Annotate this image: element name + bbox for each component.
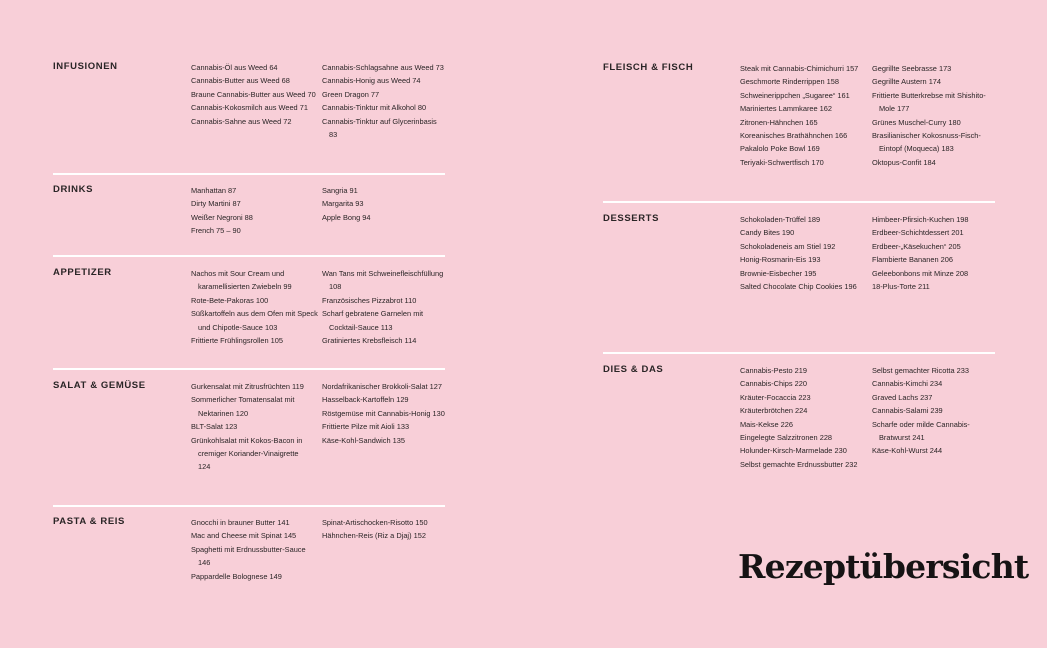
recipe-entry: Holunder-Kirsch-Marmelade 230 bbox=[740, 446, 847, 456]
recipe-entry: Mais-Kekse 226 bbox=[740, 419, 793, 429]
recipe-entry: Koreanisches Brathähnchen 166 bbox=[740, 131, 848, 141]
recipe-entry: Sommerlicher Tomatensalat mit Nektarinen 120 bbox=[191, 395, 295, 418]
recipe-entry: Cannabis-Honig aus Weed 74 bbox=[322, 76, 421, 86]
recipe-entry: Käse-Kohl-Wurst 244 bbox=[872, 446, 943, 456]
recipe-entry: Pakalolo Poke Bowl 169 bbox=[740, 144, 820, 154]
recipe-entry: Cannabis-Tinktur mit Alkohol 80 bbox=[322, 103, 427, 113]
recipe-entry: BLT-Salat 123 bbox=[191, 422, 238, 432]
recipe-column-2 bbox=[322, 380, 446, 447]
recipe-entry: Wan Tans mit Schweinefleischfüllung 108 bbox=[322, 269, 444, 292]
recipe-entry: Röstgemüse mit Cannabis-Honig 130 bbox=[322, 408, 445, 418]
recipe-column-1 bbox=[191, 61, 319, 128]
recipe-entry: Gurkensalat mit Zitrusfrüchten 119 bbox=[191, 382, 304, 391]
recipe-entry: Cannabis-Pesto 219 bbox=[740, 366, 807, 375]
section-divider bbox=[603, 352, 995, 354]
recipe-entry: Frittierte Frühlingsrollen 105 bbox=[191, 336, 284, 346]
recipe-entry: Scharfe oder milde Cannabis-Bratwurst 241 bbox=[872, 419, 970, 443]
recipe-column-2 bbox=[872, 364, 996, 458]
recipe-entry: Spaghetti mit Erdnussbutter-Sauce 146 bbox=[191, 544, 306, 568]
recipe-entry: Green Dragon 77 bbox=[322, 89, 380, 99]
recipe-column-1 bbox=[191, 267, 319, 347]
recipe-entry: Cannabis-Schlagsahne aus Weed 73 bbox=[322, 63, 444, 72]
section-divider bbox=[53, 368, 445, 370]
recipe-entry: Dirty Martini 87 bbox=[191, 199, 241, 209]
recipe-entry: Weißer Negroni 88 bbox=[191, 212, 253, 222]
section-title: DRINKS bbox=[53, 184, 94, 195]
recipe-entry: Cannabis-Kokosmilch aus Weed 71 bbox=[191, 103, 308, 113]
recipe-column-1 bbox=[740, 62, 868, 169]
recipe-entry: Apple Bong 94 bbox=[322, 212, 371, 222]
recipe-entry: Gnocchi in brauner Butter 141 bbox=[191, 518, 290, 527]
recipe-entry: Honig-Rosmarin-Eis 193 bbox=[740, 255, 821, 265]
section-divider bbox=[53, 505, 445, 507]
recipe-entry: Selbst gemachte Erdnussbutter 232 bbox=[740, 459, 858, 469]
recipe-entry: Cannabis-Kimchi 234 bbox=[872, 379, 943, 389]
recipe-entry: Selbst gemachter Ricotta 233 bbox=[872, 366, 969, 375]
recipe-entry: Manhattan 87 bbox=[191, 186, 237, 195]
recipe-column-1 bbox=[740, 364, 868, 471]
recipe-entry: Rote-Bete-Pakoras 100 bbox=[191, 295, 269, 305]
recipe-column-2 bbox=[872, 213, 996, 293]
recipe-entry: Cannabis-Sahne aus Weed 72 bbox=[191, 116, 292, 126]
recipe-entry: Brasilianischer Kokosnuss-Fisch-Eintopf (Moqueca) 183 bbox=[872, 131, 981, 154]
recipe-entry: Nachos mit Sour Cream und karamellisierten Zwiebeln 99 bbox=[191, 269, 292, 292]
recipe-entry: Gratiniertes Krebsfleisch 114 bbox=[322, 336, 417, 346]
recipe-entry: 18-Plus-Torte 211 bbox=[872, 282, 930, 292]
recipe-entry: Französisches Pizzabrot 110 bbox=[322, 295, 417, 305]
recipe-entry: Himbeer-Pfirsich-Kuchen 198 bbox=[872, 215, 969, 224]
recipe-entry: Schokoladen-Trüffel 189 bbox=[740, 215, 821, 224]
recipe-entry: Mariniertes Lammkaree 162 bbox=[740, 104, 833, 114]
section-title: PASTA & REIS bbox=[53, 516, 125, 527]
recipe-entry: Hähnchen-Reis (Riz a Djaj) 152 bbox=[322, 531, 426, 541]
recipe-entry: Cannabis-Tinktur auf Glycerinbasis 83 bbox=[322, 116, 437, 140]
recipe-entry: Eingelegte Salzzitronen 228 bbox=[740, 433, 833, 443]
recipe-entry: Spinat-Artischocken-Risotto 150 bbox=[322, 518, 428, 527]
recipe-entry: Salted Chocolate Chip Cookies 196 bbox=[740, 282, 857, 292]
recipe-column-1 bbox=[191, 380, 311, 474]
recipe-entry: Pappardelle Bolognese 149 bbox=[191, 571, 282, 581]
recipe-entry: Graved Lachs 237 bbox=[872, 392, 933, 402]
recipe-column-2 bbox=[322, 184, 446, 224]
recipe-entry: Schokoladeneis am Stiel 192 bbox=[740, 241, 836, 251]
recipe-column-2 bbox=[322, 516, 446, 543]
section-title: DESSERTS bbox=[603, 213, 660, 224]
recipe-entry: Sangria 91 bbox=[322, 186, 358, 195]
recipe-column-2 bbox=[322, 61, 446, 141]
recipe-entry: Erdbeer-„Käsekuchen“ 205 bbox=[872, 241, 961, 251]
recipe-entry: Grünkohlsalat mit Kokos-Bacon in cremiger Koriander-Vinaigrette 124 bbox=[191, 435, 303, 472]
section-divider bbox=[53, 255, 445, 257]
recipe-entry: Kräuterbrötchen 224 bbox=[740, 406, 808, 416]
recipe-entry: Cannabis-Öl aus Weed 64 bbox=[191, 63, 278, 72]
recipe-entry: Geleebonbons mit Minze 208 bbox=[872, 268, 969, 278]
recipe-entry: Gegrillte Austern 174 bbox=[872, 77, 942, 87]
recipe-entry: Geschmorte Rinderrippen 158 bbox=[740, 77, 840, 87]
recipe-column-2 bbox=[872, 62, 996, 169]
recipe-entry: Margarita 93 bbox=[322, 199, 364, 209]
section-divider bbox=[603, 201, 995, 203]
recipe-entry: Scharf gebratene Garnelen mit Cocktail-Sauce 113 bbox=[322, 309, 424, 332]
recipe-entry: Brownie-Eisbecher 195 bbox=[740, 268, 817, 278]
section-divider bbox=[53, 173, 445, 175]
recipe-entry: Teriyaki-Schwertfisch 170 bbox=[740, 157, 824, 167]
recipe-column-2 bbox=[322, 267, 446, 347]
recipe-entry: Candy Bites 190 bbox=[740, 228, 795, 238]
recipe-entry: Frittierte Butterkrebse mit Shishito-Mole 177 bbox=[872, 90, 986, 114]
recipe-entry: Hasselback-Kartoffeln 129 bbox=[322, 395, 409, 405]
recipe-entry: Cannabis-Salami 239 bbox=[872, 406, 943, 416]
page-title: Rezeptübersicht bbox=[738, 547, 1029, 586]
recipe-entry: Grünes Muschel-Curry 180 bbox=[872, 117, 961, 127]
recipe-entry: Cannabis-Chips 220 bbox=[740, 379, 807, 389]
recipe-entry: Flambierte Bananen 206 bbox=[872, 255, 953, 265]
recipe-column-1 bbox=[191, 184, 319, 238]
recipe-entry: Kräuter-Focaccia 223 bbox=[740, 392, 811, 402]
recipe-entry: Schweinerippchen „Sugaree“ 161 bbox=[740, 90, 850, 100]
recipe-entry: Käse-Kohl-Sandwich 135 bbox=[322, 435, 405, 445]
recipe-entry: Mac and Cheese mit Spinat 145 bbox=[191, 531, 297, 541]
recipe-entry: French 75 – 90 bbox=[191, 226, 241, 236]
recipe-column-1 bbox=[740, 213, 868, 293]
recipe-entry: Braune Cannabis-Butter aus Weed 70 bbox=[191, 89, 316, 99]
recipe-column-1 bbox=[191, 516, 319, 583]
recipe-entry: Nordafrikanischer Brokkoli-Salat 127 bbox=[322, 382, 442, 391]
recipe-entry: Steak mit Cannabis-Chimichurri 157 bbox=[740, 64, 859, 73]
section-title: SALAT & GEMÜSE bbox=[53, 380, 146, 391]
recipe-entry: Süßkartoffeln aus dem Ofen mit Speck und Chipotle-Sauce 103 bbox=[191, 309, 318, 332]
recipe-entry: Erdbeer-Schichtdessert 201 bbox=[872, 228, 964, 238]
recipe-entry: Zitronen-Hähnchen 165 bbox=[740, 117, 818, 127]
section-title: APPETIZER bbox=[53, 267, 112, 278]
recipe-entry: Frittierte Pilze mit Aioli 133 bbox=[322, 422, 410, 432]
recipe-entry: Cannabis-Butter aus Weed 68 bbox=[191, 76, 290, 86]
section-title: FLEISCH & FISCH bbox=[603, 62, 694, 73]
section-title: DIES & DAS bbox=[603, 364, 664, 375]
recipe-entry: Gegrillte Seebrasse 173 bbox=[872, 64, 952, 73]
section-title: INFUSIONEN bbox=[53, 61, 118, 72]
recipe-entry: Oktopus-Confit 184 bbox=[872, 157, 936, 167]
